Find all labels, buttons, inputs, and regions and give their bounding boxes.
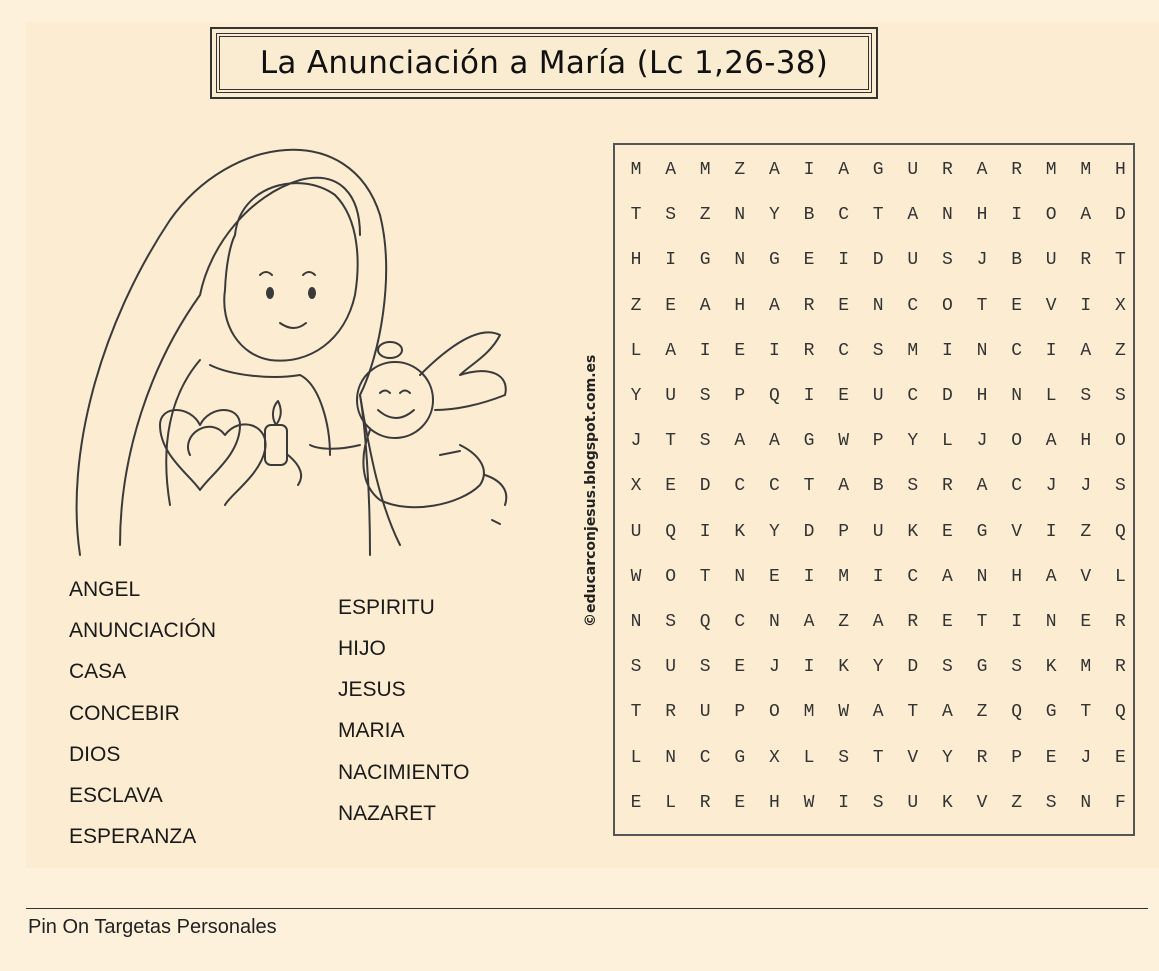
grid-letter: K [1045, 657, 1057, 678]
grid-letter: G [768, 250, 780, 271]
grid-letter: D [803, 521, 815, 542]
grid-letter: H [768, 792, 780, 813]
grid-letter: V [1011, 521, 1022, 542]
grid-letter: Z [699, 205, 711, 226]
grid-letter: C [907, 386, 919, 406]
grid-letter: E [838, 295, 849, 316]
heart-candle-icon [160, 401, 301, 505]
grid-letter: V [907, 747, 919, 768]
grid-letter: B [803, 205, 815, 226]
grid-letter: N [768, 612, 780, 632]
grid-letter: U [907, 792, 919, 813]
grid-letter: J [1080, 747, 1092, 768]
grid-letter: L [941, 431, 953, 452]
grid-letter: U [907, 250, 919, 271]
grid-letter: Y [768, 205, 780, 226]
grid-letter: Y [872, 657, 884, 678]
grid-letter: O [941, 295, 953, 316]
grid-letter: U [665, 386, 676, 406]
grid-letter: T [699, 566, 711, 587]
grid-letter: Z [976, 702, 988, 723]
grid-letter: L [1045, 386, 1057, 406]
grid-letter: N [734, 205, 746, 226]
grid-letter: A [665, 160, 676, 180]
grid-letter: S [699, 431, 711, 452]
grid-letter: O [1011, 431, 1022, 452]
grid-letter: Z [838, 612, 849, 632]
grid-letter: N [1011, 386, 1022, 406]
divider [26, 908, 1148, 909]
grid-letter: M [907, 340, 919, 361]
grid-letter: A [734, 431, 746, 452]
grid-letter: W [803, 792, 815, 813]
grid-letter: S [1114, 476, 1126, 497]
grid-letter: Z [1114, 340, 1126, 361]
grid-letter: H [1080, 431, 1092, 452]
grid-letter: G [1045, 702, 1057, 723]
grid-letter: V [1080, 566, 1092, 587]
grid-letter: R [803, 340, 815, 361]
grid-letter: A [838, 476, 849, 497]
grid-letter: H [976, 386, 988, 406]
grid-letter: I [1080, 295, 1092, 316]
word-search-grid [613, 143, 1135, 836]
mary-figure-icon [77, 150, 400, 555]
grid-letter: W [838, 431, 849, 452]
grid-letter: S [941, 657, 953, 678]
grid-letter: E [941, 612, 953, 632]
grid-letter: Q [1114, 521, 1126, 542]
grid-letter: H [630, 250, 642, 271]
grid-letter: C [1011, 476, 1022, 497]
grid-letter: I [1045, 340, 1057, 361]
grid-letter: D [941, 386, 953, 406]
grid-letter: S [665, 205, 676, 226]
grid-letter: X [1114, 295, 1126, 316]
grid-letter: C [838, 205, 849, 226]
grid-letter: S [699, 657, 711, 678]
grid-letter: P [734, 386, 746, 406]
grid-letter: J [1080, 476, 1092, 497]
grid-letter: G [976, 657, 988, 678]
grid-letter: W [838, 702, 849, 723]
grid-letter: K [907, 521, 919, 542]
grid-letter: I [838, 792, 849, 813]
grid-letter: I [872, 566, 884, 587]
grid-letter: N [976, 340, 988, 361]
grid-letter: U [665, 657, 676, 678]
grid-letter: A [872, 612, 884, 632]
word-item: ESPERANZA [69, 825, 197, 848]
grid-letter: U [907, 160, 919, 180]
grid-letter: M [1080, 160, 1092, 180]
grid-letter: A [907, 205, 919, 226]
grid-letter: Q [699, 612, 711, 632]
grid-letter: K [838, 657, 849, 678]
grid-letter: N [1045, 612, 1057, 632]
grid-letter: Q [1011, 702, 1022, 723]
grid-letter: T [976, 295, 988, 316]
grid-letter: Z [630, 295, 642, 316]
grid-letter: T [630, 205, 642, 226]
grid-letter: U [699, 702, 711, 723]
grid-letter: R [699, 792, 711, 813]
grid-letter: T [872, 205, 884, 226]
grid-letter: R [907, 612, 919, 632]
grid-letter: V [1045, 295, 1057, 316]
grid-letter: M [630, 160, 642, 180]
grid-letter: I [665, 250, 676, 271]
word-item: HIJO [338, 637, 386, 660]
grid-letter: N [976, 566, 988, 587]
grid-letter: A [699, 295, 711, 316]
grid-letter: A [665, 340, 676, 361]
grid-letter: S [872, 340, 884, 361]
grid-letter: Z [1080, 521, 1092, 542]
grid-letter: C [699, 747, 711, 768]
word-item: CASA [69, 660, 127, 683]
grid-letter: X [768, 747, 780, 768]
grid-letter: L [630, 747, 642, 768]
grid-letter: K [941, 792, 953, 813]
grid-letter: D [1114, 205, 1126, 226]
grid-letter: H [976, 205, 988, 226]
grid-letter: O [1114, 431, 1126, 452]
grid-letter: R [1011, 160, 1022, 180]
grid-letter: H [1114, 160, 1126, 180]
grid-letter: I [1011, 205, 1022, 226]
grid-letter: S [630, 657, 642, 678]
word-item: NAZARET [338, 802, 437, 825]
grid-letter: S [1080, 386, 1092, 406]
grid-letter: I [699, 340, 711, 361]
word-item: JESUS [338, 678, 406, 701]
grid-letter: R [665, 702, 676, 723]
watermark-text: ©educarconjesus.blogspot.com.es [583, 354, 599, 627]
grid-letter: P [734, 702, 746, 723]
grid-letter: Y [907, 431, 919, 452]
grid-letter: A [1045, 566, 1057, 587]
grid-letter: R [941, 160, 953, 180]
grid-letter: M [699, 160, 711, 180]
caption-link[interactable]: Pin On Targetas Personales [28, 916, 277, 938]
grid-letter: I [838, 250, 849, 271]
grid-letter: G [699, 250, 711, 271]
grid-letter: J [1045, 476, 1057, 497]
grid-letter: O [768, 702, 780, 723]
grid-letter: N [1080, 792, 1092, 813]
word-item: MARIA [338, 719, 405, 742]
grid-letter: N [734, 250, 746, 271]
grid-letter: B [1011, 250, 1022, 271]
grid-letter: Q [665, 521, 676, 542]
grid-letter: A [1080, 205, 1092, 226]
grid-letter: N [630, 612, 642, 632]
grid-letter: C [907, 566, 919, 587]
grid-letter: U [872, 386, 884, 406]
grid-letter: N [665, 747, 676, 768]
grid-letter: P [838, 521, 849, 542]
grid-letter: I [803, 566, 815, 587]
grid-letter: G [803, 431, 815, 452]
grid-letter: D [872, 250, 884, 271]
grid-letter: T [1080, 702, 1092, 723]
page-title: La Anunciación a María (Lc 1,26-38) [259, 45, 829, 81]
grid-letter: A [976, 476, 988, 497]
grid-letter: Y [941, 747, 953, 768]
grid-letter: T [976, 612, 988, 632]
word-item: NACIMIENTO [338, 761, 470, 784]
word-item: ANGEL [69, 578, 141, 601]
grid-letter: Q [1114, 702, 1126, 723]
grid-letter: A [941, 566, 953, 587]
grid-letter: O [1045, 205, 1057, 226]
grid-letter: S [1045, 792, 1057, 813]
grid-letter: R [1080, 250, 1092, 271]
grid-letter: I [768, 340, 780, 361]
grid-letter: L [630, 340, 642, 361]
grid-letter: N [941, 205, 953, 226]
grid-letter: A [838, 160, 849, 180]
illustration [60, 125, 540, 570]
grid-letter: A [1080, 340, 1092, 361]
grid-letter: T [872, 747, 884, 768]
grid-letter: A [803, 612, 815, 632]
grid-letter: E [803, 250, 815, 271]
grid-letter: I [941, 340, 953, 361]
grid-letter: I [803, 160, 815, 180]
grid-letter: E [734, 340, 746, 361]
grid-letter: Z [1011, 792, 1022, 813]
grid-letter: J [976, 250, 988, 271]
grid-letter: I [699, 521, 711, 542]
grid-letter: A [768, 295, 780, 316]
grid-letter: S [941, 250, 953, 271]
grid-letter: S [907, 476, 919, 497]
title-frame [210, 27, 878, 99]
grid-letter: E [1011, 295, 1022, 316]
grid-letter: W [630, 566, 642, 587]
grid-letter: E [941, 521, 953, 542]
grid-letter: G [734, 747, 746, 768]
grid-letter: G [872, 160, 884, 180]
grid-letter: M [1080, 657, 1092, 678]
grid-letter: T [907, 702, 919, 723]
grid-letter: B [872, 476, 884, 497]
grid-letter: N [734, 566, 746, 587]
grid-letter: I [1011, 612, 1022, 632]
grid-letter: M [838, 566, 849, 587]
grid-letter: D [907, 657, 919, 678]
grid-letter: Q [768, 386, 780, 406]
grid-letter: I [803, 657, 815, 678]
grid-letter: U [872, 521, 884, 542]
grid-letter: S [838, 747, 849, 768]
grid-letter: C [838, 340, 849, 361]
grid-letter: S [1011, 657, 1022, 678]
grid-letter: R [1114, 612, 1126, 632]
grid-letter: T [1114, 250, 1126, 271]
grid-letter: F [1114, 792, 1126, 813]
grid-letter: C [734, 476, 746, 497]
grid-letter: Y [630, 386, 642, 406]
grid-letter: E [734, 657, 746, 678]
grid-letter: P [1011, 747, 1022, 768]
grid-letter: S [1114, 386, 1126, 406]
grid-letter: U [630, 521, 642, 542]
grid-letter: E [1114, 747, 1126, 768]
word-item: ESPIRITU [338, 596, 435, 619]
grid-letter: H [734, 295, 746, 316]
grid-letter: E [838, 386, 849, 406]
grid-letter: P [872, 431, 884, 452]
word-item: ESCLAVA [69, 784, 163, 807]
grid-letter: R [976, 747, 988, 768]
grid-letter: Y [768, 521, 780, 542]
grid-letter: E [734, 792, 746, 813]
angel-figure-icon [310, 332, 506, 524]
grid-letter: A [976, 160, 988, 180]
grid-letter: S [872, 792, 884, 813]
grid-letter: L [1114, 566, 1126, 587]
grid-letter: S [699, 386, 711, 406]
word-item: CONCEBIR [69, 702, 180, 725]
grid-letter: C [907, 295, 919, 316]
grid-letter: J [630, 431, 642, 452]
grid-letter: E [665, 476, 676, 497]
grid-letter: E [665, 295, 676, 316]
grid-letter: T [803, 476, 815, 497]
grid-letter: D [699, 476, 711, 497]
grid-letter: V [976, 792, 988, 813]
grid-letter: J [768, 657, 780, 678]
grid-letter: L [803, 747, 815, 768]
grid-letter: R [803, 295, 815, 316]
word-item: ANUNCIACIÓN [69, 619, 217, 642]
grid-letter: R [941, 476, 953, 497]
grid-letter: M [1045, 160, 1057, 180]
grid-letter: E [630, 792, 642, 813]
grid-letter: Z [734, 160, 746, 180]
grid-letter: E [1045, 747, 1057, 768]
grid-letter: S [665, 612, 676, 632]
grid-letter: U [1045, 250, 1057, 271]
grid-letter: J [976, 431, 988, 452]
grid-letter: X [630, 476, 642, 497]
grid-letter: L [665, 792, 676, 813]
grid-letter: A [872, 702, 884, 723]
grid-letter: N [872, 295, 884, 316]
grid-letter: T [630, 702, 642, 723]
grid-letter: H [1011, 566, 1022, 587]
grid-letter: C [734, 612, 746, 632]
grid-letter: I [803, 386, 815, 406]
word-item: DIOS [69, 743, 121, 766]
grid-letter: T [665, 431, 676, 452]
grid-letter: I [1045, 521, 1057, 542]
grid-letter: K [734, 521, 746, 542]
grid-letter: E [768, 566, 780, 587]
grid-letter: E [1080, 612, 1092, 632]
grid-letter: M [803, 702, 815, 723]
grid-letter: A [941, 702, 953, 723]
grid-letter: R [1114, 657, 1126, 678]
grid-letter: G [976, 521, 988, 542]
grid-letter: C [768, 476, 780, 497]
grid-letter: O [665, 566, 676, 587]
grid-letter: A [768, 160, 780, 180]
grid-letter: A [768, 431, 780, 452]
grid-letter: A [1045, 431, 1057, 452]
grid-letter: C [1011, 340, 1022, 361]
